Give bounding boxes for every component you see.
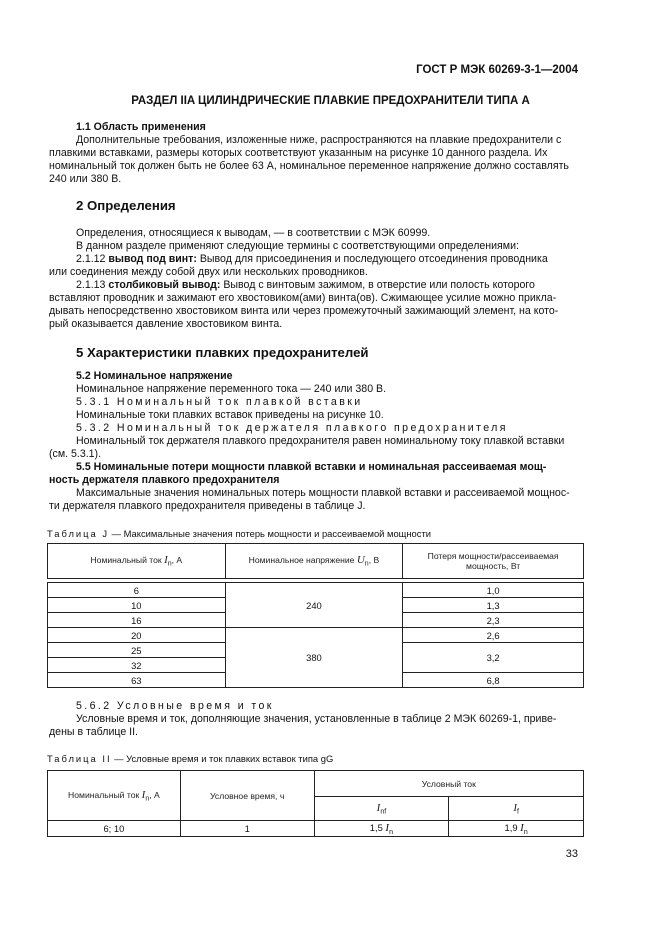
table-ii-header-if: [449, 797, 584, 821]
current-cell: 25: [48, 643, 226, 658]
cell-value: 1,5: [369, 821, 386, 833]
inf-cell: [314, 821, 449, 837]
power-cell: 2,6: [403, 628, 584, 643]
hdr-sym: I: [376, 801, 381, 814]
time-cell: 1: [180, 821, 314, 837]
table-row: [48, 821, 584, 837]
power-cell: 1,3: [403, 598, 584, 613]
term-2-1-12-def-2: или соединения между собой двух или нескольких проводников.: [49, 266, 368, 278]
cell-sub: n: [523, 828, 528, 836]
table-j-header-row: [48, 544, 584, 579]
section-2-heading: 2 Определения: [76, 198, 176, 213]
power-cell: 6,8: [403, 673, 584, 688]
term-2-1-13-def-3: дывать непосредственно хвостовиком винта или через промежуточный зажимающий элемент, на кото-: [49, 305, 559, 317]
voltage-cell: 380: [225, 628, 403, 688]
section-2-body: [49, 227, 584, 331]
table-j-caption: [47, 528, 431, 539]
term-2-1-13: [76, 279, 584, 292]
hdr-text: Номинальный ток: [68, 789, 142, 800]
s562-text-1: Условные время и ток, дополняющие значения, установленные в таблице 2 МЭК 60269-1, приве-: [76, 713, 557, 725]
cell-sym: I: [520, 821, 524, 834]
section-title: РАЗДЕЛ IIA ЦИЛИНДРИЧЕСКИЕ ПЛАВКИЕ ПРЕДОХРАНИТЕЛИ ТИПА А: [131, 95, 530, 107]
term-2-1-12-term: вывод под винт:: [108, 253, 197, 265]
section-1-1-heading: 1.1 Область применения: [76, 121, 206, 133]
hdr-unit: , А: [171, 555, 183, 566]
table-row: [48, 628, 584, 643]
hdr-text: Номинальный ток: [90, 555, 165, 566]
cell-sub: n: [389, 828, 393, 836]
table-ii-caption-text: — Условные время и ток плавких вставок типа gG: [111, 753, 334, 764]
s55-text-2: ти держателя плавкого предохранителя приведены в таблице J.: [49, 500, 366, 512]
section-5-body: [49, 370, 584, 513]
table-ii-header-conv-current: Условный ток: [314, 771, 583, 797]
hdr-sub: n: [364, 560, 369, 568]
term-2-1-12-num: 2.1.12: [76, 253, 106, 265]
hdr-text: Номинальное напряжение: [248, 555, 357, 566]
table-ii-header-current: [48, 771, 181, 821]
term-2-1-12: [76, 253, 584, 266]
s55-text-1: Максимальные значения номинальных потерь мощности плавкой вставки и рассеиваемой мощнос-: [76, 487, 570, 499]
table-j-caption-text: — Максимальные значения потерь мощности и рассеиваемой мощности: [109, 528, 431, 539]
s532-text-2: (см. 5.3.1).: [49, 448, 102, 460]
s11-line-1: Дополнительные требования, изложенные ниже, распространяются на плавкие предохранители с: [76, 134, 562, 146]
s2-p2: В данном разделе применяют следующие термины с соответствующими определениями:: [76, 240, 519, 252]
s532-text-1: Номинальный ток держателя плавкого предохранителя равен номинальному току плавкой вставки: [76, 435, 565, 447]
hdr-sub: n: [167, 560, 172, 568]
power-cell: 3,2: [403, 643, 584, 673]
s52-heading: 5.2 Номинальное напряжение: [76, 370, 233, 382]
table-ii-label: Таблица II: [47, 753, 112, 764]
table-ii-header-time: Условное время, ч: [180, 771, 314, 821]
current-cell: 32: [48, 658, 226, 673]
hdr-sub: f: [516, 808, 519, 816]
current-cell: 6; 10: [48, 821, 181, 837]
table-j-header-current: [48, 544, 226, 579]
s531-text: Номинальные токи плавких вставок приведены на рисунке 10.: [76, 409, 384, 421]
term-2-1-12-def: Вывод для присоединения и последующего отсоединения проводника: [199, 253, 548, 265]
s11-line-2: плавкими вставками, размеры которых соответствуют указанным на рисунке 10 данного раздела. Их: [49, 147, 548, 159]
table-j: [47, 543, 584, 688]
term-2-1-13-num: 2.1.13: [76, 279, 106, 291]
table-ii-header-inf: [314, 797, 449, 821]
s11-line-3: номинальный ток должен быть не более 63 А, номинальное переменное напряжение должно составлять: [49, 160, 569, 172]
hdr-sym: I: [141, 788, 146, 801]
cell-sym: I: [385, 821, 390, 834]
term-2-1-13-def-2: вставляют проводник и зажимают его хвостовиком(ами) винта(ов). Сжимающее усилие можно прикла-: [49, 292, 557, 304]
term-2-1-13-term: столбиковый вывод:: [108, 279, 221, 291]
hdr-sub: n: [145, 795, 150, 803]
table-row: [48, 583, 584, 598]
term-2-1-13-def-4: рый оказывается давление хвостовиком винта.: [49, 318, 283, 330]
page-number: 33: [565, 848, 578, 860]
hdr-unit: , В: [368, 555, 380, 566]
current-cell: 63: [48, 673, 226, 688]
section-2: [76, 199, 584, 212]
section-5-heading: 5 Характеристики плавких предохранителей: [76, 345, 369, 360]
power-cell: 2,3: [403, 613, 584, 628]
s52-text: Номинальное напряжение переменного тока — 240 или 380 В.: [76, 383, 387, 395]
cell-value: 1,9: [504, 821, 521, 833]
standard-code: ГОСТ Р МЭК 60269-3-1—2004: [416, 64, 578, 76]
hdr-sub: nf: [380, 808, 387, 816]
section-5: [76, 346, 584, 359]
power-cell: 1,0: [403, 583, 584, 598]
s531-heading: 5.3.1 Номинальный ток плавкой вставки: [76, 396, 363, 408]
voltage-cell: 240: [225, 583, 403, 628]
s562-text-2: дены в таблице II.: [49, 726, 138, 738]
s532-heading: 5.3.2 Номинальный ток держателя плавкого предохранителя: [76, 422, 508, 434]
s55-heading-1: 5.5 Номинальные потери мощности плавкой вставки и номинальная рассеиваемая мощ-: [76, 461, 547, 473]
section-5-6-2: [49, 700, 584, 739]
s55-heading-2: ность держателя плавкого предохранителя: [49, 474, 280, 486]
s2-p1: Определения, относящиеся к выводам, — в соответствии с МЭК 60999.: [76, 227, 431, 239]
hdr-unit: , А: [149, 789, 160, 800]
hdr-sym: I: [513, 801, 517, 814]
current-cell: 6: [48, 583, 226, 598]
table-j-header-power: Потеря мощности/рассеиваемая мощность, Вт: [403, 544, 584, 579]
table-j-header-voltage: [225, 544, 403, 579]
term-2-1-13-def: Вывод с винтовым зажимом, в отверстие или полость которого: [223, 279, 535, 291]
table-ii: [47, 770, 584, 837]
current-cell: 10: [48, 598, 226, 613]
s562-heading: 5.6.2 Условные время и ток: [76, 700, 274, 712]
s11-line-4: 240 или 380 В.: [49, 173, 122, 185]
hdr-sym: U: [356, 554, 365, 567]
table-ii-caption: [47, 753, 333, 764]
if-cell: [449, 821, 584, 837]
table-ii-header-row-1: [48, 771, 584, 797]
current-cell: 20: [48, 628, 226, 643]
table-j-label: Таблица J: [47, 528, 110, 539]
section-1-1: [49, 121, 584, 186]
hdr-sym: I: [164, 554, 168, 567]
current-cell: 16: [48, 613, 226, 628]
